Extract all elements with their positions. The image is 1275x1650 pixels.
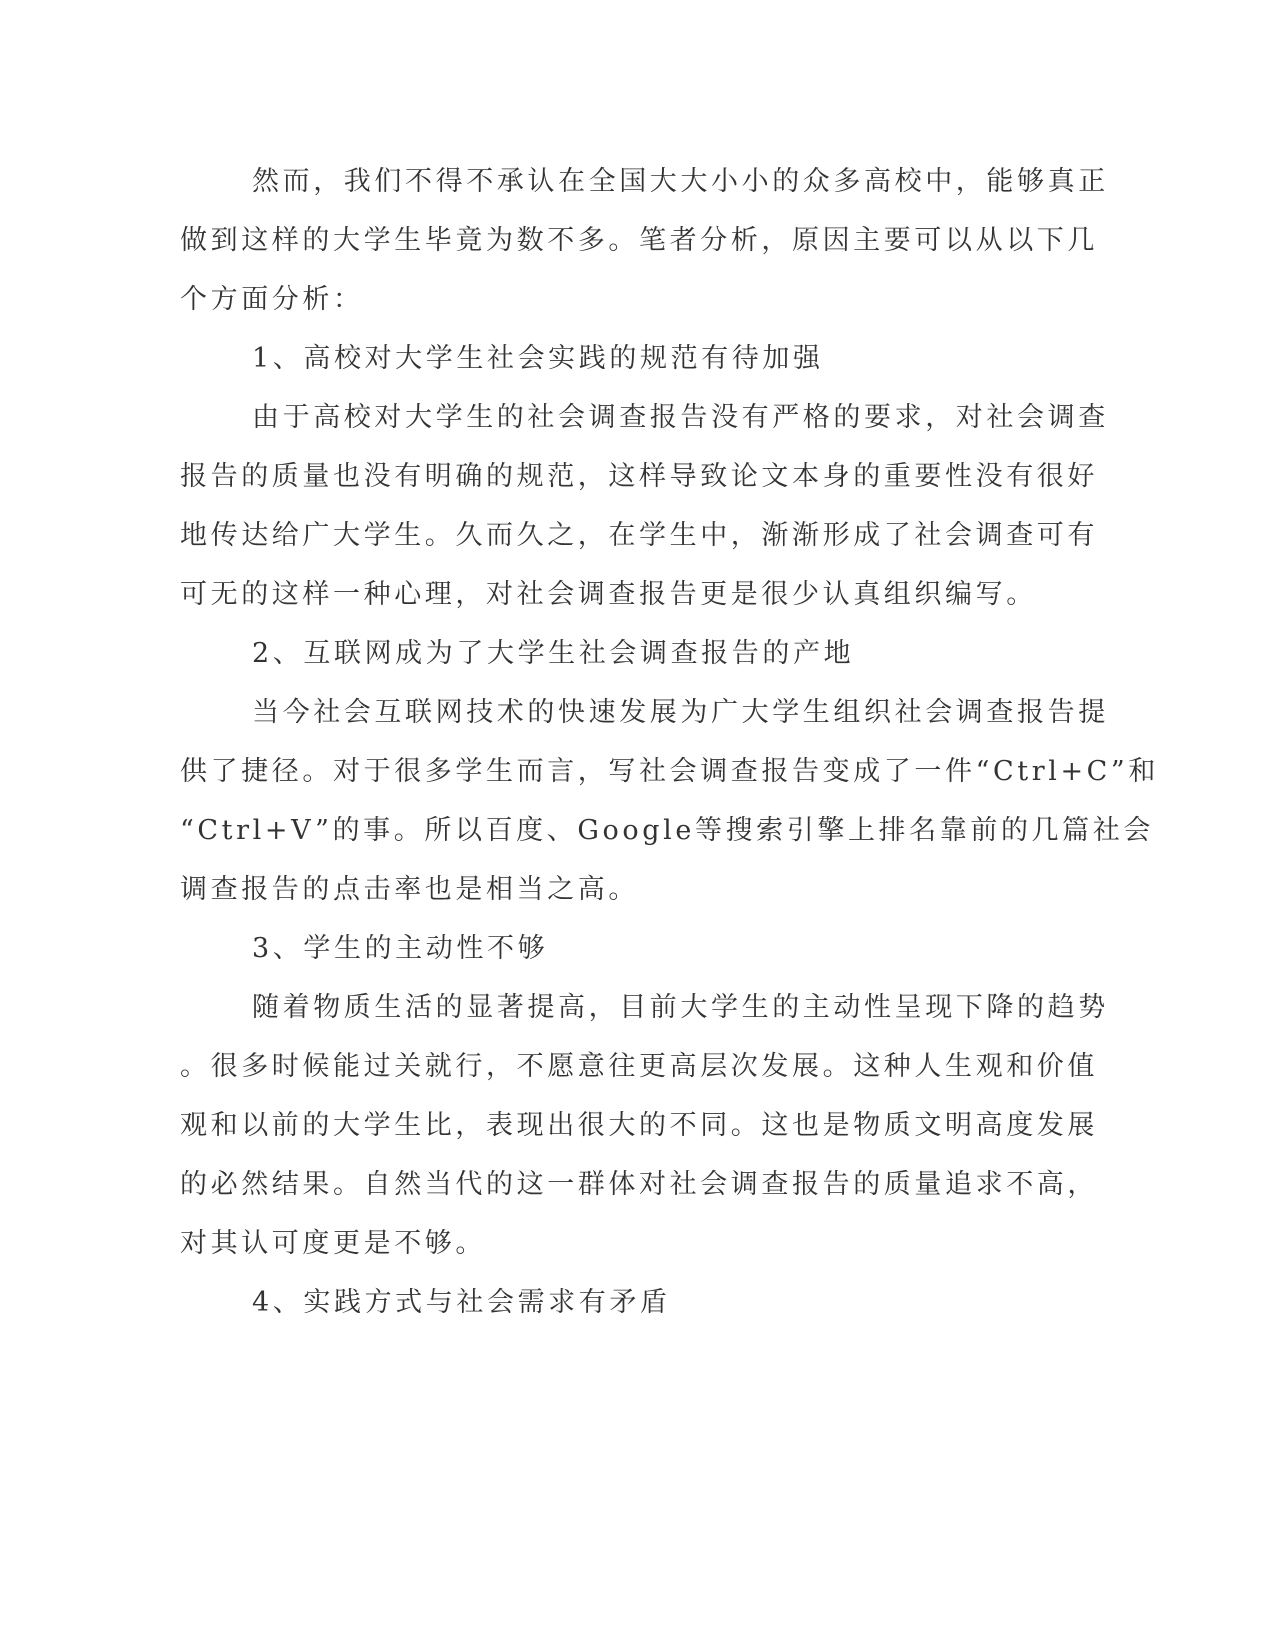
text-line: 供了捷径。对于很多学生而言，写社会调查报告变成了一件“Ctrl+C”和 — [180, 756, 1159, 787]
text-line: 做到这样的大学生毕竟为数不多。笔者分析，原因主要可以从以下几 — [180, 225, 1098, 256]
text-line: 调查报告的点击率也是相当之高。 — [180, 874, 639, 905]
heading-text: 2、互联网成为了大学生社会调查报告的产地 — [252, 638, 855, 669]
section-heading-4 — [180, 1273, 1060, 1332]
text-line: 观和以前的大学生比，表现出很大的不同。这也是物质文明高度发展 — [180, 1110, 1098, 1141]
heading-text: 4、实践方式与社会需求有矛盾 — [252, 1287, 671, 1318]
paragraph-3 — [180, 978, 1109, 1273]
section-heading-3 — [180, 919, 1060, 978]
section-heading-1 — [180, 329, 1060, 388]
heading-text: 1、高校对大学生社会实践的规范有待加强 — [252, 343, 824, 374]
text-line: 报告的质量也没有明确的规范，这样导致论文本身的重要性没有很好 — [180, 461, 1098, 492]
text-line: 然而，我们不得不承认在全国大大小小的众多高校中，能够真正 — [252, 166, 1109, 197]
text-line: 由于高校对大学生的社会调查报告没有严格的要求，对社会调查 — [252, 402, 1109, 433]
text-line: 当今社会互联网技术的快速发展为广大学生组织社会调查报告提 — [252, 697, 1109, 728]
paragraph-1 — [180, 388, 1109, 624]
text-line: “Ctrl+V”的事。所以百度、Google等搜索引擎上排名靠前的几篇社会 — [180, 815, 1154, 846]
text-line: 可无的这样一种心理，对社会调查报告更是很少认真组织编写。 — [180, 579, 1037, 610]
heading-text: 3、学生的主动性不够 — [252, 933, 549, 964]
body-text — [180, 152, 1159, 1332]
text-line: 对其认可度更是不够。 — [180, 1228, 486, 1259]
text-line: 个方面分析： — [180, 284, 364, 315]
paragraph-intro — [180, 152, 1109, 329]
paragraph-2 — [180, 683, 1159, 919]
section-heading-2 — [180, 624, 1060, 683]
text-line: 随着物质生活的显著提高，目前大学生的主动性呈现下降的趋势 — [252, 992, 1109, 1023]
text-line: 。很多时候能过关就行，不愿意往更高层次发展。这种人生观和价值 — [180, 1051, 1098, 1082]
text-line: 地传达给广大学生。久而久之，在学生中，渐渐形成了社会调查可有 — [180, 520, 1098, 551]
text-line: 的必然结果。自然当代的这一群体对社会调查报告的质量追求不高， — [180, 1169, 1098, 1200]
